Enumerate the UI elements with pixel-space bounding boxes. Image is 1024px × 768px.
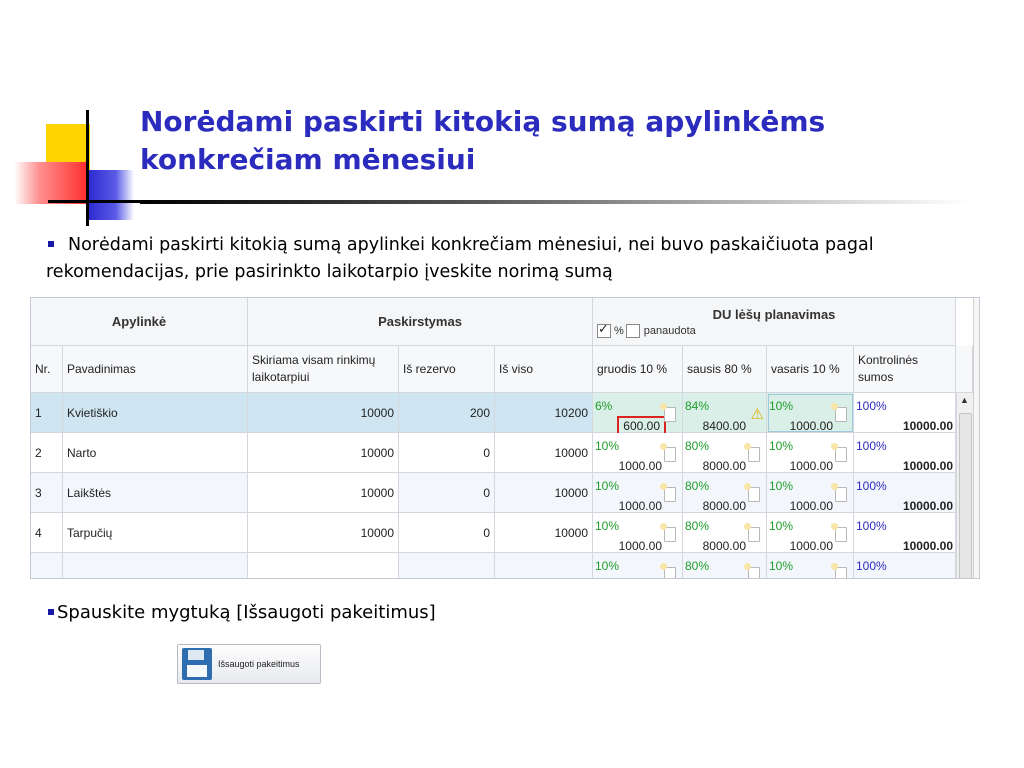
cell-name-value: Laikštės [67,485,112,500]
cell-skiriama-value: 10000 [360,405,394,420]
cell-skiriama-value: 10000 [360,525,394,540]
cell-m3-amount[interactable]: 1000.00 [789,419,833,433]
cell-kontrol-amount: 10000.00 [902,499,953,513]
cell-kontrol-percent: 100% [856,439,887,453]
cell-nr [31,513,63,553]
cell-nr-value: 4 [35,525,42,540]
cell-kontrol-amount: 10000.00 [902,539,953,553]
cell-rezervo-value: 0 [483,485,490,500]
cell-m3-amount[interactable]: 1000.00 [789,539,833,553]
cell-m2-percent: 80% [685,479,710,493]
cell-kontrol-amount: 10000.00 [902,459,953,473]
cell-kontrol [854,553,956,579]
cell-m3-percent: 10% [769,519,794,533]
cell-m3-percent: 10% [769,559,794,573]
planning-grid [30,297,980,579]
cell-m1-percent: 10% [595,519,620,533]
cell-rezervo [399,553,495,579]
cell-viso-value: 10000 [554,525,588,540]
note-icon[interactable] [664,407,676,422]
column-header-label: Nr. [35,361,51,376]
cell-m2-percent: 80% [685,559,710,573]
cell-kontrol-percent: 100% [856,559,887,573]
cell-m2[interactable] [683,553,767,579]
cell-viso [495,393,593,433]
cell-nr [31,473,63,513]
column-header-label: gruodis 10 % [597,361,668,376]
used-checkbox-label: panaudota [643,324,696,337]
column-header-m1[interactable] [593,346,683,393]
column-header-label: Iš rezervo [403,361,456,376]
title-decoration [0,0,140,240]
cell-viso [495,473,593,513]
save-changes-button[interactable] [177,644,321,684]
column-header-label: sausis 80 % [687,361,752,376]
column-header-label: Iš viso [499,361,534,376]
cell-nr [31,433,63,473]
cell-m2-percent: 84% [685,399,710,413]
cell-m2[interactable] [683,393,767,433]
cell-nr [31,393,63,433]
cell-nr-value: 2 [35,445,42,460]
note-icon[interactable] [748,527,760,542]
cell-kontrol [854,433,956,473]
column-header-label: Pavadinimas [67,361,136,376]
column-header-nr[interactable] [31,346,63,393]
cell-m1-amount[interactable]: 1000.00 [618,459,662,473]
cell-rezervo [399,433,495,473]
cell-rezervo [399,513,495,553]
cell-name [63,393,248,433]
cell-kontrol-amount: 10000.00 [902,419,953,433]
cell-m1[interactable] [593,553,683,579]
cell-kontrol-percent: 100% [856,399,887,413]
column-header-skiriama[interactable] [248,346,399,393]
cell-kontrol-percent: 100% [856,479,887,493]
cell-skiriama [248,553,399,579]
note-icon[interactable] [664,487,676,502]
cell-rezervo [399,393,495,433]
cell-rezervo [399,473,495,513]
cell-m2-amount[interactable]: 8000.00 [702,459,746,473]
cell-m1[interactable] [593,513,683,553]
cell-skiriama [248,393,399,433]
cell-m2-percent: 80% [685,519,710,533]
cell-viso-value: 10000 [554,485,588,500]
note-icon[interactable] [835,407,847,422]
cell-m1-amount[interactable]: 600.00 [617,416,666,436]
cell-viso-value: 10000 [554,445,588,460]
cell-m3-percent: 10% [769,399,794,413]
cell-kontrol [854,513,956,553]
column-header-kontrol[interactable] [854,346,956,393]
title-underline [140,200,970,204]
group-header-du [593,298,956,346]
cell-name [63,473,248,513]
cell-m2-amount[interactable]: 8000.00 [702,539,746,553]
cell-kontrol [854,473,956,513]
cell-m1[interactable] [593,433,683,473]
grid-scrollbar[interactable] [956,393,973,578]
cell-m2[interactable] [683,513,767,553]
cell-m2-amount[interactable]: 8000.00 [702,499,746,513]
column-header-is_viso[interactable] [495,346,593,393]
column-header-label: Kontrolinės sumos [858,353,919,384]
note-icon[interactable] [664,447,676,462]
bullet-icon [48,241,54,247]
cell-name [63,553,248,579]
note-icon[interactable] [835,567,847,579]
slide-title: Norėdami paskirti kitokią sumą apylinkėms konkrečiam mėnesiui [140,105,826,176]
cell-m2[interactable] [683,473,767,513]
group-header-label: DU lėšų planavimas [712,307,836,322]
cell-viso [495,433,593,473]
cell-m3-percent: 10% [769,439,794,453]
cell-viso [495,513,593,553]
cell-m3[interactable] [767,393,854,433]
cell-m1-percent: 6% [595,399,613,413]
cell-nr-value: 1 [35,405,42,420]
note-icon[interactable] [835,447,847,462]
percent-checkbox[interactable] [597,324,611,338]
cell-m3[interactable] [767,513,854,553]
grid-side-panel [973,298,980,578]
cell-viso [495,553,593,579]
cell-name [63,433,248,473]
group-header-paskirstymas [248,298,593,346]
scroll-up-icon[interactable]: ▲ [960,395,969,405]
cell-viso-value: 10200 [554,405,588,420]
cell-m1-percent: 10% [595,479,620,493]
cell-m2[interactable] [683,433,767,473]
cell-nr-value: 3 [35,485,42,500]
cell-m1-percent: 10% [595,559,620,573]
cell-m2-amount[interactable]: 8400.00 [702,419,746,433]
cell-m3-amount[interactable]: 1000.00 [789,459,833,473]
cell-rezervo-value: 0 [483,445,490,460]
save-instruction-text: Spauskite mygtuką [Išsaugoti pakeitimus] [57,602,436,623]
cell-nr [31,553,63,579]
cell-skiriama [248,513,399,553]
cell-name [63,513,248,553]
cell-skiriama [248,433,399,473]
column-header-label: Skiriama visam rinkimų laikotarpiui [252,353,376,384]
cell-m1-amount[interactable]: 1000.00 [618,539,662,553]
save-instruction [46,600,436,626]
column-header-m3[interactable] [767,346,854,393]
cell-m3-percent: 10% [769,479,794,493]
cell-rezervo-value: 0 [483,525,490,540]
note-icon[interactable] [748,487,760,502]
note-icon[interactable] [748,567,760,579]
cell-skiriama-value: 10000 [360,445,394,460]
note-icon[interactable] [835,527,847,542]
cell-name-value: Kvietiškio [67,405,118,420]
used-checkbox[interactable] [626,324,640,338]
bullet-icon [48,609,54,615]
cell-name-value: Narto [67,445,97,460]
column-header-m2[interactable] [683,346,767,393]
cell-m3[interactable] [767,553,854,579]
column-header-spacer [956,346,973,393]
cell-skiriama [248,473,399,513]
note-icon[interactable] [664,527,676,542]
group-header-label: Apylinkė [111,314,167,329]
group-header-label: Paskirstymas [378,314,462,329]
instruction-paragraph [46,232,976,286]
cell-m1-amount[interactable]: 1000.00 [618,499,662,513]
warning-icon: ⚠ [750,406,764,423]
floppy-disk-icon [182,648,212,680]
cell-kontrol-percent: 100% [856,519,887,533]
cell-m3[interactable] [767,473,854,513]
cell-kontrol [854,393,956,433]
column-header-label: vasaris 10 % [771,361,840,376]
cell-m2-percent: 80% [685,439,710,453]
scroll-thumb[interactable] [959,413,972,579]
note-icon[interactable] [748,447,760,462]
cell-m3[interactable] [767,433,854,473]
note-icon[interactable] [664,567,676,579]
percent-checkbox-label: % [614,324,624,337]
instruction-text: Norėdami paskirti kitokią sumą apylinkei konkrečiam mėnesiui, nei buvo paskaičiuota pagal rekomendacijas, prie pasirinkto laikotarpio įveskite norimą sumą [46,235,874,282]
group-header-apylinke [31,298,248,346]
note-icon[interactable] [835,487,847,502]
cell-skiriama-value: 10000 [360,485,394,500]
cell-m1[interactable] [593,473,683,513]
save-button-label: Išsaugoti pakeitimus [218,659,300,669]
cell-name-value: Tarpučių [67,525,113,540]
cell-m3-amount[interactable]: 1000.00 [789,499,833,513]
column-header-is_rezervo[interactable] [399,346,495,393]
cell-rezervo-value: 200 [469,405,490,420]
cell-m1[interactable] [593,393,683,433]
cell-m1-percent: 10% [595,439,620,453]
column-header-pavadinimas[interactable] [63,346,248,393]
du-options [593,322,955,340]
